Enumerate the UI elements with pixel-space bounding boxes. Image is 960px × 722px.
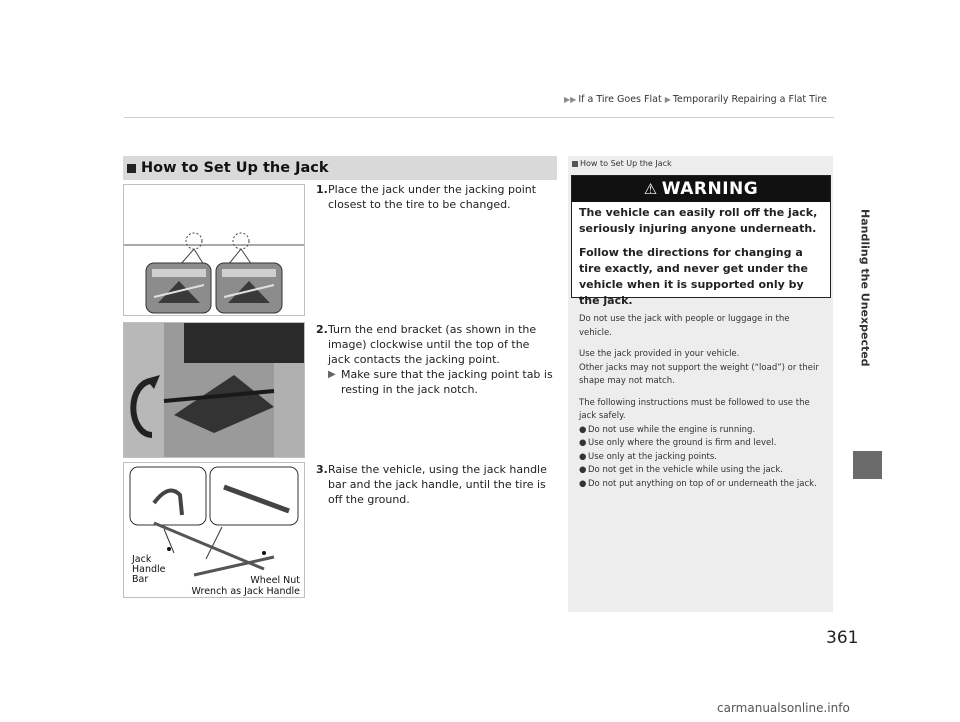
sidebar-notes [579,313,825,491]
step-text: Raise the vehicle, using the jack handle bar and the jack handle, until the tire is off the ground. [328,463,547,506]
arrow-icon: ▶ [664,95,671,104]
square-bullet-icon [127,164,136,173]
step-subnote-text: Make sure that the jacking point tab is resting in the jack notch. [341,368,553,396]
section-title [123,156,557,180]
warning-icon: ⚠ [643,180,658,198]
step-text: Place the jack under the jacking point closest to the tire to be changed. [328,183,537,211]
breadcrumb-part-2: Temporarily Repairing a Flat Tire [672,94,827,105]
page-number: 361 [826,628,859,648]
list-item-text: Use only where the ground is firm and level. [588,438,777,448]
bullet-icon: ● [579,465,587,475]
step-text: Turn the end bracket (as shown in the image) clockwise until the top of the jack contacts the jacking point. [328,323,537,366]
safety-bullet-list [579,424,825,492]
note-paragraph: The following instructions must be followed to use the jack safely. [579,397,810,421]
label-line: Handle [132,564,166,575]
list-item [579,424,825,438]
step-number: 2. [316,323,328,336]
label-line: Wrench as Jack Handle [191,586,300,597]
header-divider [124,117,834,118]
figure-jack-handle [123,462,305,598]
note-line: Use the jack provided in your vehicle. [579,349,740,359]
warning-paragraph: The vehicle can easily roll off the jack, seriously injuring anyone underneath. [579,206,818,235]
warning-box [571,175,831,307]
label-line: Bar [132,574,149,585]
reference-icon [572,161,578,167]
bullet-icon: ● [579,451,587,462]
jack-turn-illustration [124,323,304,457]
step-subnote [328,367,554,397]
breadcrumb [564,94,827,105]
list-item-text: Do not get in the vehicle while using the jack. [588,465,783,475]
note-paragraph [579,348,825,389]
arrow-icon: ▶▶ [564,95,577,104]
figure-jack-turn [123,322,305,458]
step-number: 3. [316,463,328,476]
list-item [579,451,825,465]
side-tab-marker [853,451,882,479]
side-tab-label: Handling the Unexpected [858,209,872,367]
jack-handle-bar-label [132,555,166,585]
sidebar-heading-text: How to Set Up the Jack [580,159,672,168]
note-paragraph: Do not use the jack with people or luggage in the vehicle. [579,314,790,338]
list-item-text: Do not put anything on top of or underneath the jack. [588,478,817,489]
breadcrumb-part-1: If a Tire Goes Flat [578,94,662,105]
step-3 [316,462,554,507]
jack-placement-illustration [124,185,304,315]
step-2 [316,322,554,397]
list-item [579,464,825,478]
section-title-text: How to Set Up the Jack [141,160,329,176]
list-item-text: Use only at the jacking points. [588,451,717,462]
warning-title: WARNING [661,179,759,199]
label-line: Jack [132,554,152,565]
list-item [579,437,825,451]
warning-header [572,176,830,202]
list-item-text: Do not use while the engine is running. [588,424,756,435]
bullet-icon: ● [579,424,587,435]
step-number: 1. [316,183,328,196]
bullet-icon: ● [579,478,587,489]
warning-body [572,202,830,309]
bullet-icon: ● [579,438,587,448]
step-1 [316,182,554,212]
warning-paragraph: Follow the directions for changing a tire exactly, and never get under the vehicle when it is supported only by the jack. [579,246,808,307]
sidebar-heading [572,159,672,168]
list-item [579,478,825,492]
watermark[interactable]: carmanualsonline.info [717,701,850,715]
wheel-nut-wrench-label [192,575,300,597]
figure-jack-placement [123,184,305,316]
label-line: Wheel Nut [250,575,300,586]
arrow-icon: ▶ [328,369,336,380]
note-line: Other jacks may not support the weight (“load”) or their shape may not match. [579,362,819,386]
